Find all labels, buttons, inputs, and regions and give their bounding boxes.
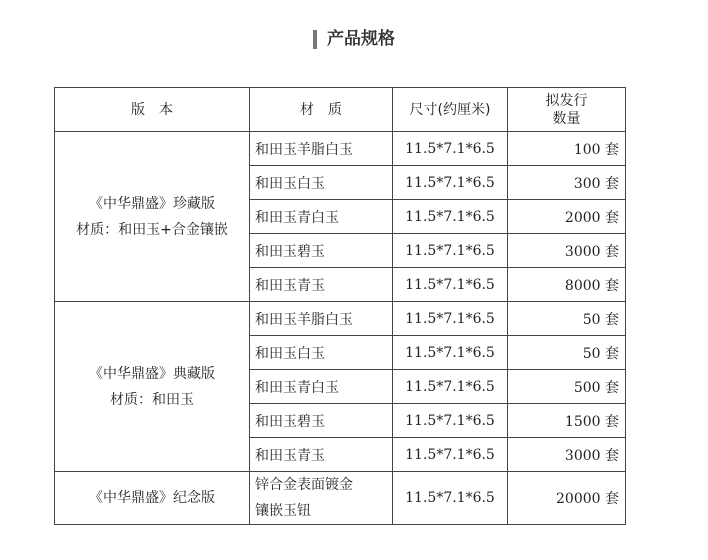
quantity-value: 8000 xyxy=(564,277,601,294)
edition-cell-premium xyxy=(55,302,250,472)
quantity-unit: 套 xyxy=(605,209,619,226)
quantity-unit: 套 xyxy=(605,447,619,464)
quantity-value: 1500 xyxy=(564,413,601,430)
quantity-value: 2000 xyxy=(564,209,601,226)
header-material: 材 质 xyxy=(250,88,393,132)
quantity-unit: 套 xyxy=(605,243,619,260)
material-line1: 锌合金表面镀金 xyxy=(255,477,353,493)
table-row xyxy=(55,132,626,166)
quantity-value: 50 xyxy=(582,311,601,328)
quantity-cell xyxy=(508,234,626,268)
quantity-cell xyxy=(508,336,626,370)
material-cell: 和田玉青白玉 xyxy=(250,370,393,404)
table-row xyxy=(55,472,626,525)
header-edition: 版 本 xyxy=(55,88,250,132)
material-cell: 和田玉羊脂白玉 xyxy=(250,132,393,166)
quantity-cell xyxy=(508,268,626,302)
material-cell: 和田玉白玉 xyxy=(250,166,393,200)
material-cell: 和田玉青玉 xyxy=(250,268,393,302)
section-title xyxy=(313,28,395,50)
quantity-unit: 套 xyxy=(605,491,619,507)
edition-name: 《中华鼎盛》典藏版 xyxy=(89,365,215,382)
quantity-value: 300 xyxy=(573,175,601,192)
quantity-cell xyxy=(508,404,626,438)
section-header xyxy=(0,28,708,50)
edition-cell-collector xyxy=(55,132,250,302)
section-title-text: 产品规格 xyxy=(327,29,395,49)
quantity-value: 100 xyxy=(573,141,601,158)
size-cell: 11.5*7.1*6.5 xyxy=(393,200,508,234)
material-cell: 和田玉白玉 xyxy=(250,336,393,370)
material-cell: 和田玉青白玉 xyxy=(250,200,393,234)
material-cell: 和田玉羊脂白玉 xyxy=(250,302,393,336)
quantity-unit: 套 xyxy=(605,141,619,158)
quantity-unit: 套 xyxy=(605,175,619,192)
quantity-value: 500 xyxy=(573,379,601,396)
quantity-cell xyxy=(508,302,626,336)
material-cell xyxy=(250,472,393,525)
size-cell: 11.5*7.1*6.5 xyxy=(393,302,508,336)
size-cell: 11.5*7.1*6.5 xyxy=(393,370,508,404)
quantity-unit: 套 xyxy=(605,413,619,430)
quantity-unit: 套 xyxy=(605,345,619,362)
quantity-value: 3000 xyxy=(564,447,601,464)
table-header-row xyxy=(55,88,626,132)
edition-material: 材质：和田玉+合金镶嵌 xyxy=(76,221,228,238)
quantity-cell xyxy=(508,166,626,200)
spec-table xyxy=(54,87,626,525)
material-cell: 和田玉碧玉 xyxy=(250,404,393,438)
size-cell: 11.5*7.1*6.5 xyxy=(393,472,508,525)
quantity-unit: 套 xyxy=(605,277,619,294)
quantity-value: 3000 xyxy=(564,243,601,260)
header-size: 尺寸(约厘米) xyxy=(393,88,508,132)
material-cell: 和田玉青玉 xyxy=(250,438,393,472)
size-cell: 11.5*7.1*6.5 xyxy=(393,404,508,438)
quantity-cell xyxy=(508,200,626,234)
quantity-unit: 套 xyxy=(605,311,619,328)
quantity-cell xyxy=(508,132,626,166)
material-line2: 镶嵌玉钮 xyxy=(255,503,311,519)
quantity-cell xyxy=(508,438,626,472)
edition-cell-commemorative: 《中华鼎盛》纪念版 xyxy=(55,472,250,525)
size-cell: 11.5*7.1*6.5 xyxy=(393,166,508,200)
size-cell: 11.5*7.1*6.5 xyxy=(393,234,508,268)
header-quantity-line2: 数量 xyxy=(552,110,581,127)
size-cell: 11.5*7.1*6.5 xyxy=(393,132,508,166)
quantity-value: 50 xyxy=(582,345,601,362)
quantity-value: 20000 xyxy=(556,491,601,507)
material-cell: 和田玉碧玉 xyxy=(250,234,393,268)
quantity-unit: 套 xyxy=(605,379,619,396)
edition-name: 《中华鼎盛》珍藏版 xyxy=(89,195,215,212)
header-quantity xyxy=(508,88,626,132)
header-quantity-line1: 拟发行 xyxy=(545,92,588,109)
title-accent-bar xyxy=(313,30,317,49)
size-cell: 11.5*7.1*6.5 xyxy=(393,268,508,302)
table-row xyxy=(55,302,626,336)
size-cell: 11.5*7.1*6.5 xyxy=(393,438,508,472)
quantity-cell xyxy=(508,472,626,525)
quantity-cell xyxy=(508,370,626,404)
edition-material: 材质：和田玉 xyxy=(110,391,194,408)
size-cell: 11.5*7.1*6.5 xyxy=(393,336,508,370)
